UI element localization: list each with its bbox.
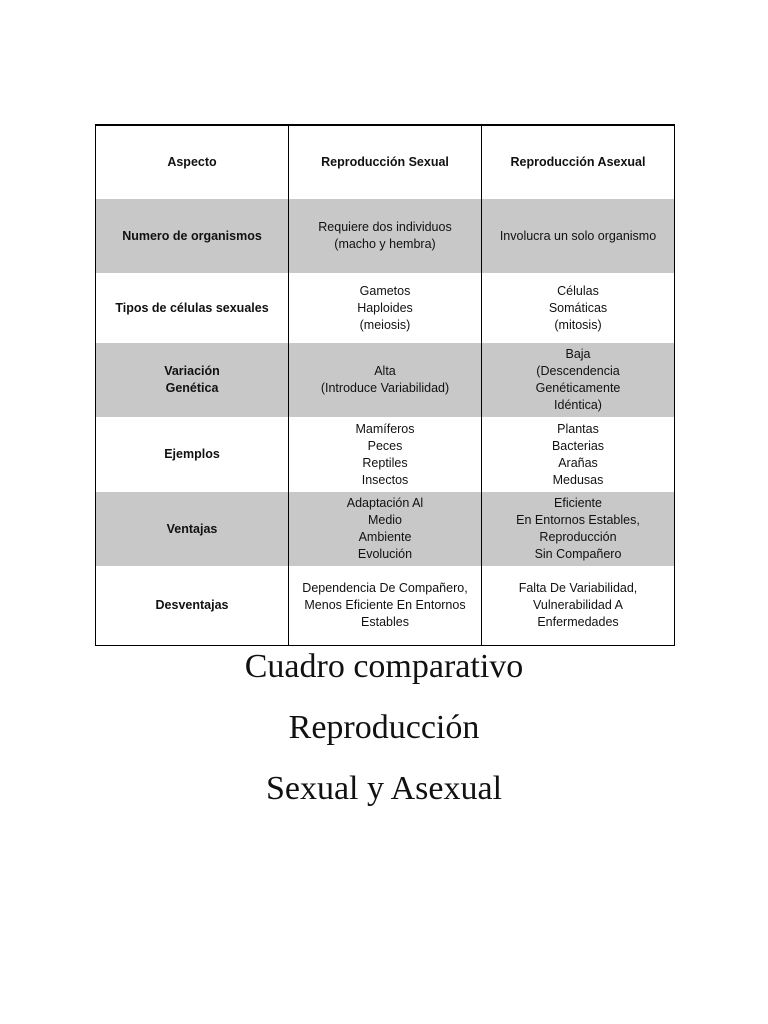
row-sexual-cell: Requiere dos individuos (macho y hembra)	[289, 199, 482, 273]
comparison-table	[95, 124, 675, 646]
row-aspect-cell: Variación Genética	[96, 343, 289, 417]
row-aspect-cell: Desventajas	[96, 566, 289, 645]
row-aspect-cell: Numero de organismos	[96, 199, 289, 273]
row-sexual-cell: Mamíferos Peces Reptiles Insectos	[289, 417, 482, 492]
row-asexual-cell: Involucra un solo organismo	[482, 199, 675, 273]
caption-line-2: Reproducción	[288, 709, 480, 746]
row-aspect-cell: Ventajas	[96, 492, 289, 566]
table-header-row	[96, 125, 675, 199]
row-asexual-cell: Plantas Bacterias Arañas Medusas	[482, 417, 675, 492]
row-asexual-cell: Células Somáticas (mitosis)	[482, 273, 675, 343]
header-aspect: Aspecto	[96, 125, 289, 199]
caption-line-1: Cuadro comparativo	[244, 648, 524, 685]
table-row	[96, 417, 675, 492]
table-row	[96, 343, 675, 417]
row-aspect-cell: Ejemplos	[96, 417, 289, 492]
table-row	[96, 199, 675, 273]
row-aspect-cell: Tipos de células sexuales	[96, 273, 289, 343]
table-row	[96, 566, 675, 645]
row-sexual-cell: Dependencia De Compañero, Menos Eficiente En Entornos Estables	[289, 566, 482, 645]
row-sexual-cell: Alta (Introduce Variabilidad)	[289, 343, 482, 417]
row-asexual-cell: Eficiente En Entornos Estables, Reproducción Sin Compañero	[482, 492, 675, 566]
header-sexual: Reproducción Sexual	[289, 125, 482, 199]
row-asexual-cell: Falta De Variabilidad, Vulnerabilidad A Enfermedades	[482, 566, 675, 645]
caption-line-3: Sexual y Asexual	[265, 770, 503, 807]
header-asexual: Reproducción Asexual	[482, 125, 675, 199]
row-sexual-cell: Gametos Haploides (meiosis)	[289, 273, 482, 343]
row-asexual-cell: Baja (Descendencia Genéticamente Idéntica)	[482, 343, 675, 417]
row-sexual-cell: Adaptación Al Medio Ambiente Evolución	[289, 492, 482, 566]
table-row	[96, 273, 675, 343]
table-row	[96, 492, 675, 566]
